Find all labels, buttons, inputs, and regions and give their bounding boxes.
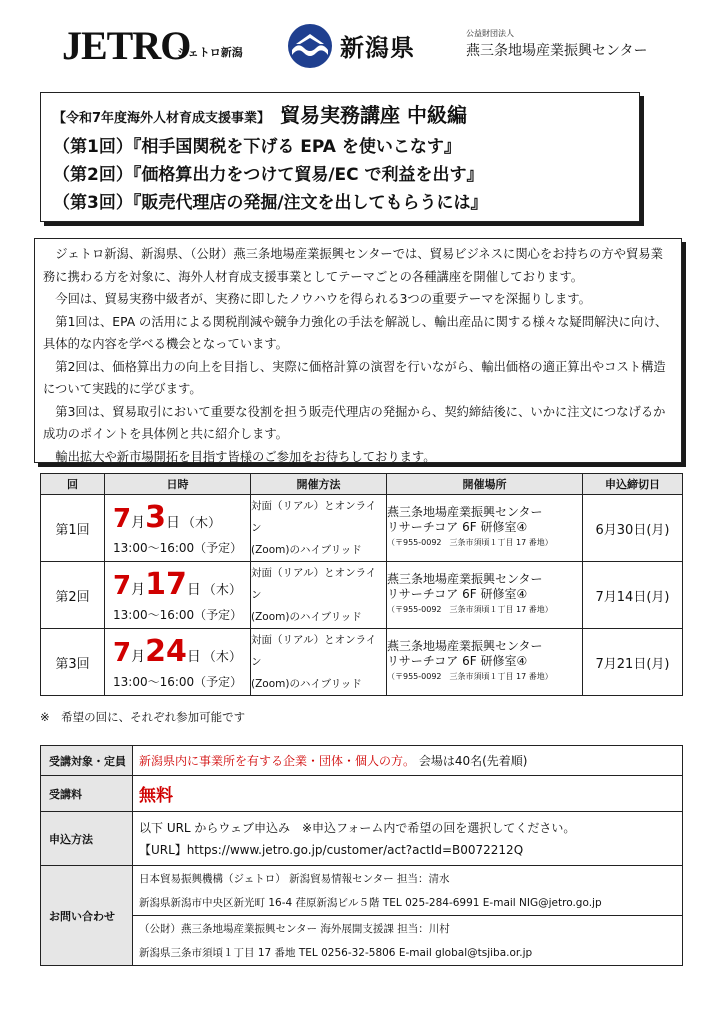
- schedule-header-row: [41, 474, 683, 495]
- round-label: 第1回: [41, 495, 105, 562]
- target-eligibility: 新潟県内に事業所を有する企業・団体・個人の方。: [139, 754, 416, 768]
- method-line: 対面（リアル）とオンライン: [251, 500, 377, 534]
- method-line: (Zoom)のハイブリッド: [251, 611, 362, 623]
- info-row-contact-1: [41, 866, 683, 916]
- date-day-unit: 日: [186, 648, 201, 665]
- target-label: 受講対象・定員: [41, 746, 133, 776]
- method-line: (Zoom)のハイブリッド: [251, 544, 362, 556]
- info-table: [40, 745, 683, 966]
- round-label: 第2回: [41, 562, 105, 629]
- title-main-row: [53, 101, 627, 133]
- deadline: 6月30日(月): [583, 495, 683, 562]
- intro-paragraph: ジェトロ新潟、新潟県、（公財）燕三条地場産業振興センターでは、貿易ビジネスに関心をお持ちの方や貿易業務に携わる方を対象に、海外人材育成支援事業としてテーマごとの各種講座を開催しております。: [43, 247, 663, 284]
- assoc-type-label: 公益財団法人: [466, 29, 514, 38]
- schedule-note: ※ 希望の回に、それぞれ参加可能です: [40, 710, 246, 724]
- contact-tsjiba: [133, 916, 683, 966]
- datetime-cell: [105, 629, 251, 696]
- venue-name: 燕三条地場産業振興センター: [387, 639, 543, 653]
- method-line: 対面（リアル）とオンライン: [251, 634, 377, 668]
- table-row: [41, 629, 683, 696]
- date: [105, 501, 250, 535]
- target-capacity: 会場は40名(先着順): [418, 754, 528, 768]
- contact-label: お問い合わせ: [41, 866, 133, 966]
- method-cell: [251, 562, 387, 629]
- deadline: 7月21日(月): [583, 629, 683, 696]
- venue-cell: [387, 495, 583, 562]
- venue-address: （〒955-0092 三条市須頃１丁目 17 番地）: [387, 672, 553, 681]
- intro-paragraph: 第3回は、貿易取引において重要な役割を担う販売代理店の発掘から、契約締結後に、いかに注文につなげるか成功のポイントを具体例と共に紹介します。: [43, 404, 666, 441]
- deadline: 7月14日(月): [583, 562, 683, 629]
- date-day: 17: [145, 566, 187, 602]
- schedule-table: [40, 473, 683, 696]
- date-day-unit: 日: [186, 581, 201, 598]
- venue-address: （〒955-0092 三条市須頃１丁目 17 番地）: [387, 538, 553, 547]
- apply-cell: [133, 812, 683, 866]
- header-round: 回: [41, 474, 105, 495]
- info-row-fee: [41, 776, 683, 812]
- method-cell: [251, 495, 387, 562]
- date-day-unit: 日: [165, 514, 180, 531]
- apply-url-link[interactable]: 【URL】https://www.jetro.go.jp/customer/act?actId=B0072212Q: [139, 842, 524, 857]
- info-row-contact-2: [41, 916, 683, 966]
- venue-room: リサーチコア 6F 研修室④: [387, 520, 528, 534]
- table-row: [41, 562, 683, 629]
- venue-name: 燕三条地場産業振興センター: [387, 505, 543, 519]
- venue-cell: [387, 562, 583, 629]
- method-line: 対面（リアル）とオンライン: [251, 567, 377, 601]
- fee-cell: [133, 776, 683, 812]
- datetime-cell: [105, 495, 251, 562]
- header-venue: 開催場所: [387, 474, 583, 495]
- header-deadline: 申込締切日: [583, 474, 683, 495]
- date: [105, 635, 250, 669]
- venue-cell: [387, 629, 583, 696]
- info-row-target: [41, 746, 683, 776]
- contact-jetro-name: 日本貿易振興機構（ジェトロ） 新潟貿易情報センター 担当：清水: [139, 872, 450, 885]
- datetime-cell: [105, 562, 251, 629]
- jetro-logo: JETRO: [62, 23, 191, 68]
- fee-value: 無料: [139, 786, 173, 806]
- intro-paragraph: 今回は、貿易実務中級者が、実務に即したノウハウを得られる3つの重要テーマを深掘りします。: [55, 292, 591, 306]
- niigata-emblem-icon: [286, 22, 334, 70]
- time: 13:00～16:00（予定）: [113, 540, 243, 555]
- intro-box: [34, 238, 682, 463]
- title-round-2: （第2回）『価格算出力をつけて貿易/EC で利益を出す』: [53, 165, 484, 185]
- intro-paragraph: 輸出拡大や新市場開拓を目指す皆様のご参加をお待ちしております。: [55, 449, 436, 464]
- date-weekday: （木）: [202, 649, 242, 665]
- pref-name: 新潟県: [340, 34, 415, 62]
- method-line: (Zoom)のハイブリッド: [251, 678, 362, 690]
- date-day: 24: [145, 633, 187, 669]
- date-month-unit: 月: [131, 514, 146, 531]
- intro-paragraph: 第1回は、EPA の活用による関税削減や競争力強化の手法を解説し、輸出産品に関する様々な疑問解決に向け、具体的な内容を学べる機会となっています。: [43, 314, 668, 351]
- date-day: 3: [145, 499, 166, 535]
- date-month-unit: 月: [131, 581, 146, 598]
- contact-jetro: [133, 866, 683, 916]
- venue-address: （〒955-0092 三条市須頃１丁目 17 番地）: [387, 605, 553, 614]
- course-title: 貿易実務講座 中級編: [280, 103, 468, 127]
- venue-name: 燕三条地場産業振興センター: [387, 572, 543, 586]
- date-weekday: （木）: [202, 582, 242, 598]
- time: 13:00～16:00（予定）: [113, 607, 243, 622]
- fee-label: 受講料: [41, 776, 133, 812]
- title-tag: 【令和7年度海外人材育成支援事業】: [53, 111, 271, 126]
- date-month: 7: [113, 570, 132, 601]
- table-row: [41, 495, 683, 562]
- venue-room: リサーチコア 6F 研修室④: [387, 654, 528, 668]
- contact-tsjiba-name: （公財）燕三条地場産業振興センター 海外展開支援課 担当：川村: [139, 922, 450, 935]
- info-row-apply: [41, 812, 683, 866]
- apply-label: 申込方法: [41, 812, 133, 866]
- target-value: [133, 746, 683, 776]
- round-label: 第3回: [41, 629, 105, 696]
- date-month-unit: 月: [131, 648, 146, 665]
- method-cell: [251, 629, 387, 696]
- title-round-3: （第3回）『販売代理店の発掘/注文を出してもらうには』: [53, 193, 488, 213]
- intro-paragraph: 第2回は、価格算出力の向上を目指し、実際に価格計算の演習を行いながら、輸出価格の適正算出やコスト構造について実践的に学びます。: [43, 359, 666, 396]
- apply-instructions: 以下 URL からウェブ申込み ※申込フォーム内で希望の回を選択してください。: [139, 820, 576, 835]
- assoc-name: 燕三条地場産業振興センター: [466, 43, 648, 59]
- title-box: [40, 92, 640, 222]
- date: [105, 568, 250, 602]
- header-method: 開催方法: [251, 474, 387, 495]
- date-weekday: （木）: [181, 515, 221, 531]
- date-month: 7: [113, 637, 132, 668]
- date-month: 7: [113, 503, 132, 534]
- time: 13:00～16:00（予定）: [113, 674, 243, 689]
- venue-room: リサーチコア 6F 研修室④: [387, 587, 528, 601]
- contact-jetro-address: 新潟県新潟市中央区新光町 16-4 荏原新潟ビル５階 TEL 025-284-6991 E-mail NIG@jetro.go.jp: [139, 896, 602, 909]
- title-round-1: （第1回）『相手国関税を下げる EPA を使いこなす』: [53, 137, 461, 157]
- jetro-sub-label: ジェトロ新潟: [177, 46, 243, 59]
- header-datetime: 日時: [105, 474, 251, 495]
- contact-tsjiba-address: 新潟県三条市須頃１丁目 17 番地 TEL 0256-32-5806 E-mail global@tsjiba.or.jp: [139, 946, 533, 959]
